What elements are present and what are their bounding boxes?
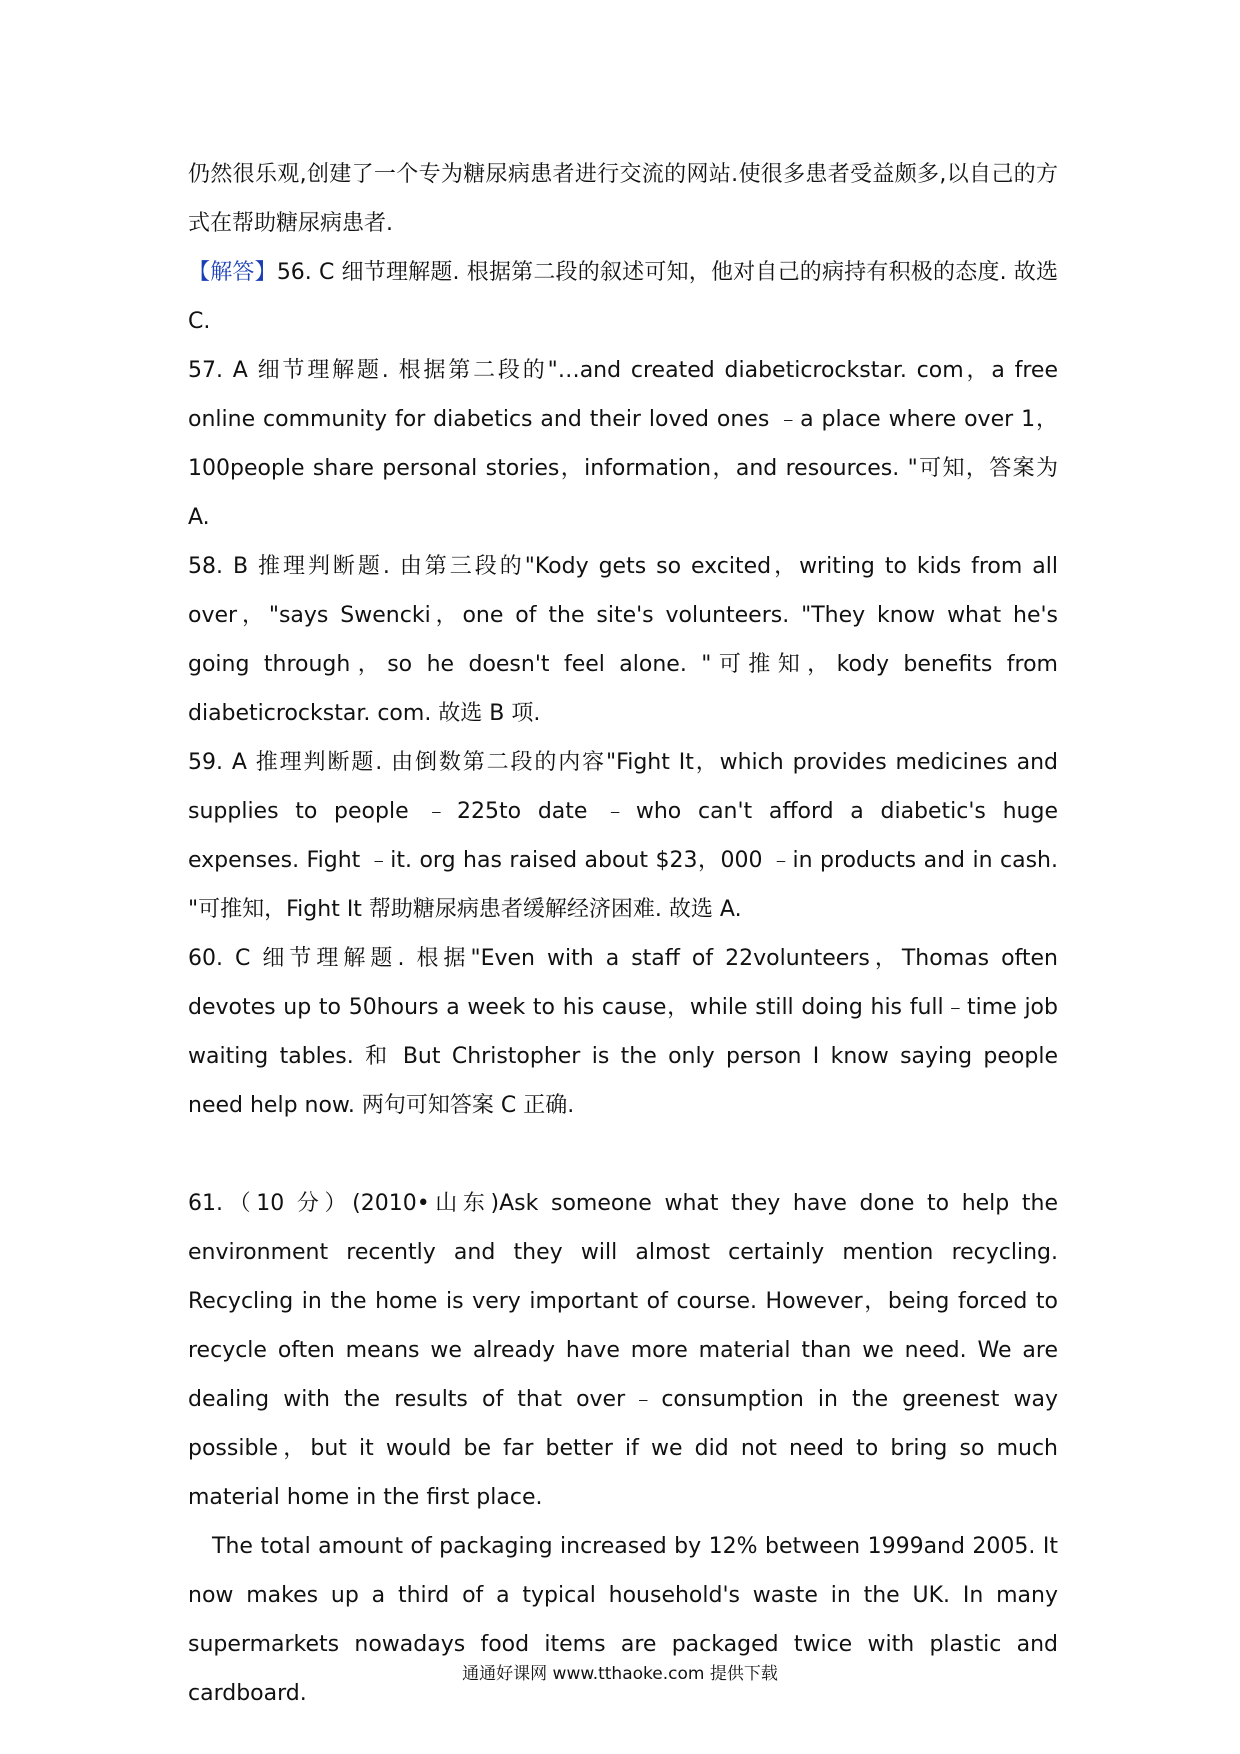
paragraph-packaging: The total amount of packaging increased by 12% between 1999and 2005. It now makes up a third of a typical household's waste in the UK. In many supermarkets nowadays food items are packaged twice with plastic and cardboard. [188,1534,1058,1706]
paragraph-spacer [188,1130,1058,1179]
document-body [188,150,1058,1718]
paragraph-intro-continuation [188,150,1058,248]
page-footer: 通通好课网 www.tthaoke.com 提供下载 [462,1664,778,1684]
answer-tag-label: 【解答】 [188,260,277,285]
paragraph-answer-58: 58. B 推理判断题. 由第三段的"Kody gets so excited，writing to kids from all over，"says Swencki，one of the site's volunteers. "They know what he's going through，so he doesn't feel alone. "可推知，kody benefits from diabeticrockstar. com. 故选 B 项. [188,554,1058,726]
paragraph-answer-56 [188,248,1058,346]
paragraph-answer-57: 57. A 细节理解题. 根据第二段的"…and created diabeticrockstar. com，a free online community for diabetics and their loved ones ﹣a place where over 1，100people share personal stories，information，and resources. "可知，答案为 A. [188,358,1058,530]
paragraph-text: 56. C 细节理解题. 根据第二段的叙述可知，他对自己的病持有积极的态度. 故选 C. [188,260,1058,334]
paragraph-question-61: 61.（10 分）(2010•山东)Ask someone what they have done to help the environment recently and they will almost certainly mention recycling. Recycling in the home is very important of course. However，being forced to recycle often means we already have more material than we need. We are dealing with the results of that over﹣consumption in the greenest way possible，but it would be far better if we did not need to bring so much material home in the first place. [188,1191,1058,1510]
paragraph-answer-59: 59. A 推理判断题. 由倒数第二段的内容"Fight It，which provides medicines and supplies to people ﹣225to date ﹣who can't afford a diabetic's huge expenses. Fight ﹣it. org has raised about $23，000 ﹣in products and in cash. "可推知，Fight It 帮助糖尿病患者缓解经济困难. 故选 A. [188,750,1058,922]
paragraph-answer-60: 60. C 细节理解题. 根据"Even with a staff of 22volunteers，Thomas often devotes up to 50hours a week to his cause，while still doing his full﹣time job waiting tables. 和 But Christopher is the only person I know saying people need help now. 两句可知答案 C 正确. [188,946,1058,1118]
paragraph-text: 仍然很乐观,创建了一个专为糖尿病患者进行交流的网站.使很多患者受益颇多,以自己的方式在帮助糖尿病患者. [188,162,1058,236]
